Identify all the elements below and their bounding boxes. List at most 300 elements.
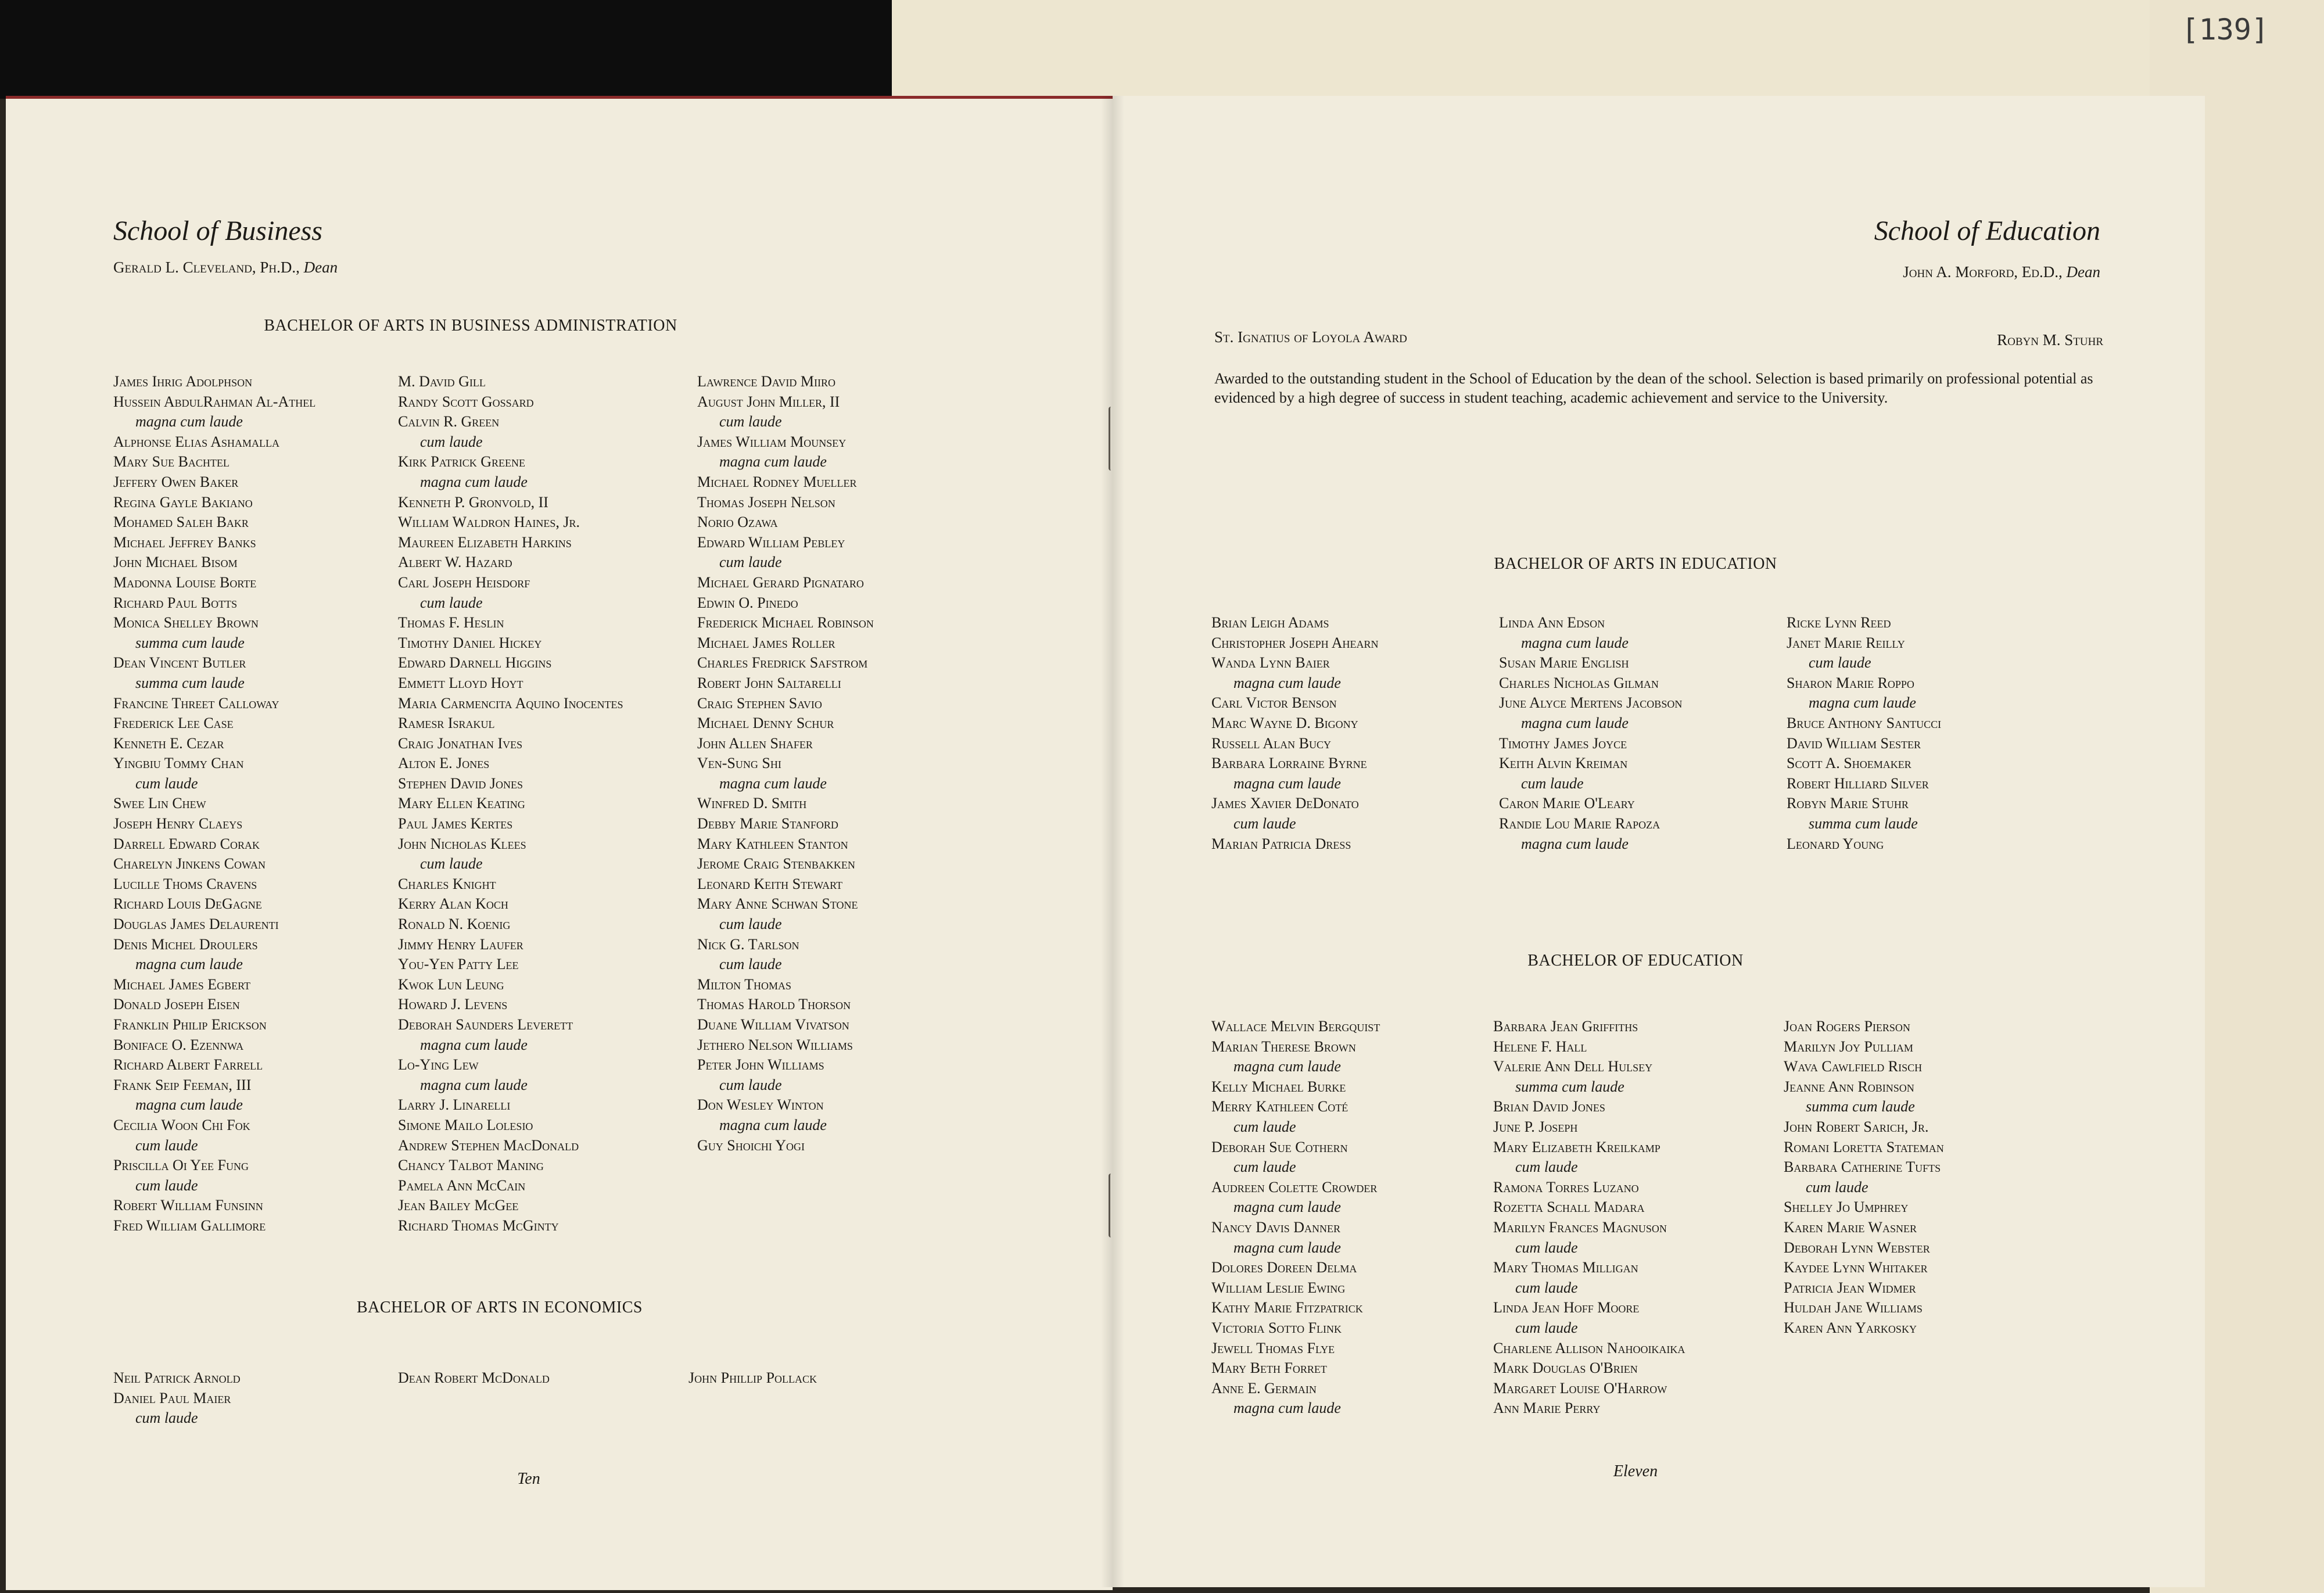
graduate-name: Mary Kathleen Stanton: [697, 835, 848, 852]
graduate-entry: [1784, 1138, 1944, 1158]
graduate-name: Edwin O. Pinedo: [697, 594, 798, 611]
graduate-entry: [398, 1156, 623, 1176]
graduate-name: Carl Joseph Heisdorf: [398, 573, 530, 591]
honor-label: summa cum laude: [1809, 815, 1918, 832]
page-number: Ten: [517, 1470, 540, 1488]
graduate-entry: [1784, 1238, 1944, 1258]
graduate-name: Bruce Anthony Santucci: [1787, 714, 1942, 731]
graduate-entry: [688, 1368, 817, 1389]
award-winner: Robyn M. Stuhr: [1997, 331, 2103, 349]
graduate-entry: [1211, 1278, 1380, 1298]
graduate-name: David William Sester: [1787, 734, 1921, 752]
graduate-entry: [398, 573, 623, 613]
graduate-entry: [398, 694, 623, 714]
honor-label: magna cum laude: [1521, 714, 1629, 731]
graduate-name: Edward William Pebley: [697, 533, 845, 551]
graduate-name: Don Wesley Winton: [697, 1096, 824, 1114]
graduate-name: John Allen Shafer: [697, 734, 813, 752]
graduate-entry: [113, 713, 315, 734]
graduate-entry: [1499, 653, 1682, 673]
graduate-name: Donald Joseph Eisen: [113, 996, 240, 1013]
graduate-name: Mary Ellen Keating: [398, 795, 525, 812]
graduate-name: Dean Vincent Butler: [113, 654, 246, 672]
graduate-entry: [1499, 734, 1682, 754]
graduate-entry: [1493, 1138, 1685, 1178]
page-number: Eleven: [1613, 1462, 1658, 1480]
graduate-entry: [1787, 713, 1941, 734]
graduate-entry: [1211, 1097, 1380, 1137]
graduate-name: Priscilla Oi Yee Fung: [113, 1157, 249, 1174]
graduate-name: Ramesr Israkul: [398, 715, 495, 732]
graduate-entry: [697, 814, 874, 834]
graduate-name: Boniface O. Ezennwa: [113, 1036, 244, 1053]
name-column: [1211, 613, 1379, 854]
honor-label: cum laude: [1233, 1118, 1296, 1135]
graduate-name: Karen Marie Wasner: [1784, 1218, 1917, 1236]
graduate-name: Thomas Harold Thorson: [697, 996, 851, 1013]
graduate-entry: [398, 935, 623, 955]
graduate-name: Christopher Joseph Ahearn: [1211, 634, 1379, 651]
graduate-name: Caron Marie O'Leary: [1499, 795, 1635, 812]
graduate-entry: [398, 1368, 550, 1389]
graduate-name: Neil Patrick Arnold: [113, 1369, 241, 1386]
graduate-name: Kirk Patrick Greene: [398, 453, 526, 471]
graduate-name: Regina Gayle Bakiano: [113, 493, 253, 511]
graduate-entry: [1784, 1057, 1944, 1077]
graduate-entry: [1493, 1037, 1685, 1057]
graduate-entry: [1493, 1017, 1685, 1037]
graduate-name: Marilyn Joy Pulliam: [1784, 1038, 1913, 1055]
graduate-name: Dolores Doreen Delma: [1211, 1259, 1357, 1276]
graduate-entry: [398, 653, 623, 673]
graduate-name: Barbara Catherine Tufts: [1784, 1158, 1941, 1176]
graduate-name: Duane William Vivatson: [697, 1016, 849, 1033]
graduate-name: Ricke Lynn Reed: [1787, 614, 1891, 631]
graduate-entry: [1787, 794, 1941, 834]
graduate-name: Leonard Young: [1787, 835, 1884, 852]
graduate-entry: [113, 432, 315, 453]
school-title: School of Business: [113, 216, 322, 246]
name-column: [398, 1368, 550, 1389]
graduate-entry: [1211, 1017, 1380, 1037]
graduate-entry: [697, 854, 874, 874]
graduate-entry: [398, 493, 623, 513]
graduate-name: Robyn Marie Stuhr: [1787, 795, 1909, 812]
honor-label: cum laude: [1515, 1279, 1578, 1296]
graduate-entry: [398, 713, 623, 734]
graduate-name: Michael Rodney Mueller: [697, 473, 857, 490]
graduate-entry: [1784, 1077, 1944, 1117]
graduate-name: Swee Lin Chew: [113, 795, 206, 812]
graduate-entry: [1493, 1097, 1685, 1117]
graduate-entry: [398, 673, 623, 694]
graduate-entry: [113, 512, 315, 533]
graduate-entry: [113, 493, 315, 513]
graduate-name: Kenneth P. Gronvold, II: [398, 493, 548, 511]
honor-label: cum laude: [719, 956, 782, 973]
graduate-entry: [1493, 1258, 1685, 1298]
graduate-name: James Ihrig Adolphson: [113, 373, 253, 390]
graduate-name: Wava Cawlfield Risch: [1784, 1058, 1923, 1075]
graduate-entry: [1784, 1258, 1944, 1278]
graduate-entry: [113, 573, 315, 593]
graduate-name: Debby Marie Stanford: [697, 815, 838, 833]
graduate-entry: [398, 512, 623, 533]
honor-label: magna cum laude: [1521, 835, 1629, 852]
graduate-name: Ann Marie Perry: [1493, 1400, 1601, 1417]
graduate-name: Jeanne Ann Robinson: [1784, 1078, 1914, 1095]
graduate-entry: [1493, 1358, 1685, 1379]
graduate-name: Nick G. Tarlson: [697, 935, 799, 953]
honor-label: magna cum laude: [719, 453, 827, 471]
graduate-name: Deborah Lynn Webster: [1784, 1239, 1930, 1256]
honor-label: summa cum laude: [1515, 1078, 1624, 1095]
graduate-entry: [398, 1095, 623, 1115]
name-column: [113, 372, 315, 1236]
graduate-name: Robert Hilliard Silver: [1787, 774, 1929, 792]
graduate-entry: [1493, 1117, 1685, 1138]
graduate-entry: [697, 794, 874, 814]
graduate-name: Jean Bailey McGee: [398, 1197, 519, 1214]
graduate-name: John Phillip Pollack: [688, 1369, 817, 1386]
honor-label: magna cum laude: [420, 1076, 528, 1093]
name-column: [1211, 1017, 1380, 1419]
name-column: [1784, 1017, 1944, 1339]
graduate-entry: [697, 874, 874, 895]
graduate-name: August John Miller, II: [697, 393, 840, 410]
graduate-name: Kelly Michael Burke: [1211, 1078, 1346, 1095]
dean-role: Dean: [2066, 263, 2100, 281]
graduate-name: Charelyn Jinkens Cowan: [113, 855, 266, 873]
graduate-entry: [1493, 1339, 1685, 1359]
graduate-entry: [398, 1136, 623, 1156]
graduate-name: Michael Gerard Pignataro: [697, 573, 864, 591]
graduate-entry: [398, 1216, 623, 1236]
graduate-name: Leonard Keith Stewart: [697, 875, 843, 892]
graduate-name: Charles Knight: [398, 875, 496, 892]
graduate-entry: [697, 573, 874, 593]
graduate-entry: [1493, 1057, 1685, 1097]
graduate-name: Brian Leigh Adams: [1211, 614, 1329, 631]
graduate-entry: [113, 1015, 315, 1035]
graduate-entry: [398, 834, 623, 874]
graduate-entry: [697, 653, 874, 673]
graduate-entry: [398, 734, 623, 754]
graduate-entry: [1493, 1197, 1685, 1218]
graduate-name: Mary Beth Forret: [1211, 1359, 1327, 1377]
graduate-name: Craig Jonathan Ives: [398, 734, 523, 752]
honor-label: cum laude: [135, 1176, 198, 1194]
graduate-entry: [398, 794, 623, 814]
name-column: [113, 1368, 241, 1429]
graduate-entry: [1211, 794, 1379, 834]
graduate-entry: [1787, 673, 1941, 713]
honor-label: cum laude: [719, 413, 782, 430]
honor-label: magna cum laude: [135, 413, 243, 430]
honor-label: cum laude: [1515, 1319, 1578, 1336]
scan-background-dark: [0, 0, 892, 99]
graduate-entry: [697, 593, 874, 613]
graduate-name: Emmett Lloyd Hoyt: [398, 674, 523, 691]
honor-label: cum laude: [719, 1076, 782, 1093]
graduate-name: Yingbiu Tommy Chan: [113, 755, 244, 772]
graduate-name: Pamela Ann McCain: [398, 1176, 526, 1194]
graduate-entry: [398, 372, 623, 392]
graduate-entry: [113, 372, 315, 392]
graduate-entry: [398, 774, 623, 794]
graduate-name: Daniel Paul Maier: [113, 1389, 231, 1407]
graduate-name: Susan Marie English: [1499, 654, 1629, 672]
honor-label: magna cum laude: [420, 1036, 528, 1053]
graduate-entry: [1787, 613, 1941, 633]
graduate-name: Jeffery Owen Baker: [113, 473, 239, 490]
honor-label: magna cum laude: [719, 774, 827, 792]
graduate-entry: [697, 673, 874, 694]
graduate-name: Linda Ann Edson: [1499, 614, 1605, 631]
left-page: [6, 96, 1113, 1590]
graduate-entry: [697, 834, 874, 855]
name-column: [1499, 613, 1682, 854]
graduate-entry: [113, 975, 315, 995]
graduate-entry: [1211, 834, 1379, 855]
graduate-entry: [1787, 774, 1941, 794]
graduate-entry: [1211, 693, 1379, 713]
graduate-entry: [697, 935, 874, 975]
graduate-name: Larry J. Linarelli: [398, 1096, 511, 1114]
honor-label: cum laude: [1233, 815, 1296, 832]
graduate-name: Kerry Alan Koch: [398, 895, 508, 913]
graduate-name: Guy Shoichi Yogi: [697, 1136, 805, 1154]
honor-label: cum laude: [1806, 1178, 1868, 1196]
graduate-name: Thomas F. Heslin: [398, 614, 504, 632]
name-column: [688, 1368, 817, 1389]
graduate-entry: [1499, 814, 1682, 854]
staple: [1109, 407, 1115, 471]
graduate-entry: [1211, 754, 1379, 794]
graduate-entry: [697, 613, 874, 633]
honor-label: magna cum laude: [1233, 1400, 1341, 1417]
graduate-entry: [697, 512, 874, 533]
graduate-name: Kenneth E. Cezar: [113, 734, 224, 752]
graduate-entry: [1211, 633, 1379, 654]
right-page: [1113, 96, 2205, 1587]
graduate-name: Joseph Henry Claeys: [113, 815, 243, 833]
graduate-entry: [113, 834, 315, 855]
honor-label: magna cum laude: [1521, 634, 1629, 651]
graduate-entry: [398, 1015, 623, 1055]
graduate-name: Chancy Talbot Maning: [398, 1157, 544, 1174]
graduate-name: Deborah Saunders Leverett: [398, 1016, 573, 1033]
graduate-name: Richard Albert Farrell: [113, 1056, 263, 1074]
graduate-name: Norio Ozawa: [697, 514, 778, 531]
honor-label: summa cum laude: [135, 674, 245, 691]
graduate-entry: [697, 372, 874, 392]
graduate-name: Audreen Colette Crowder: [1211, 1178, 1378, 1196]
graduate-name: Randy Scott Gossard: [398, 393, 534, 410]
graduate-entry: [1211, 1218, 1380, 1258]
graduate-name: Kaydee Lynn Whitaker: [1784, 1259, 1928, 1276]
graduate-entry: [1784, 1318, 1944, 1339]
graduate-name: Valerie Ann Dell Hulsey: [1493, 1058, 1653, 1075]
page-gutter: [1101, 96, 1124, 1587]
award-title: St. Ignatius of Loyola Award: [1214, 328, 1407, 346]
graduate-name: Charlene Allison Nahooikaika: [1493, 1339, 1685, 1357]
graduate-name: Charles Nicholas Gilman: [1499, 674, 1659, 691]
section-heading: BACHELOR OF ARTS IN ECONOMICS: [357, 1298, 643, 1316]
graduate-entry: [1499, 673, 1682, 694]
graduate-name: Scott A. Shoemaker: [1787, 755, 1911, 772]
graduate-name: Frank Seip Feeman, III: [113, 1076, 252, 1093]
graduate-entry: [398, 452, 623, 492]
graduate-entry: [1493, 1178, 1685, 1198]
graduate-name: Michael Denny Schur: [697, 715, 834, 732]
graduate-entry: [697, 975, 874, 995]
graduate-name: Wanda Lynn Baier: [1211, 654, 1330, 672]
graduate-entry: [113, 1216, 315, 1236]
graduate-name: Ronald N. Koenig: [398, 916, 511, 933]
graduate-name: Barbara Lorraine Byrne: [1211, 755, 1367, 772]
graduate-name: Howard J. Levens: [398, 996, 508, 1013]
graduate-name: Jethero Nelson Williams: [697, 1036, 853, 1053]
name-column: [697, 372, 874, 1156]
graduate-entry: [1211, 1318, 1380, 1339]
graduate-name: Maria Carmencita Aquino Inocentes: [398, 694, 623, 712]
graduate-name: Cecilia Woon Chi Fok: [113, 1116, 250, 1133]
graduate-entry: [113, 392, 315, 432]
graduate-name: Anne E. Germain: [1211, 1379, 1317, 1397]
graduate-name: Richard Paul Botts: [113, 594, 238, 611]
graduate-entry: [697, 894, 874, 934]
graduate-entry: [1784, 1157, 1944, 1197]
graduate-name: Jewell Thomas Flye: [1211, 1339, 1335, 1357]
graduate-name: Karen Ann Yarkosky: [1784, 1319, 1917, 1336]
graduate-name: Lawrence David Miiro: [697, 373, 835, 390]
graduate-name: Margaret Louise O'Harrow: [1493, 1379, 1667, 1397]
graduate-name: Deborah Sue Cothern: [1211, 1138, 1348, 1156]
graduate-entry: [113, 814, 315, 834]
graduate-entry: [398, 894, 623, 914]
graduate-name: Victoria Sotto Flink: [1211, 1319, 1342, 1336]
graduate-entry: [113, 1075, 315, 1115]
name-column: [398, 372, 623, 1236]
honor-label: cum laude: [1809, 654, 1871, 672]
graduate-name: Barbara Jean Griffiths: [1493, 1018, 1638, 1035]
graduate-entry: [398, 1055, 623, 1095]
section-heading: BACHELOR OF ARTS IN BUSINESS ADMINISTRATION: [264, 317, 677, 335]
graduate-name: Lucille Thoms Cravens: [113, 875, 257, 892]
honor-label: magna cum laude: [1809, 694, 1916, 712]
graduate-entry: [113, 995, 315, 1015]
graduate-entry: [113, 894, 315, 914]
graduate-entry: [1784, 1197, 1944, 1218]
honor-label: magna cum laude: [719, 1116, 827, 1133]
graduate-entry: [398, 874, 623, 895]
graduate-name: Ven-Sung Shi: [697, 755, 781, 772]
graduate-entry: [1211, 713, 1379, 734]
graduate-name: Rozetta Schall Madara: [1493, 1199, 1645, 1216]
graduate-entry: [697, 754, 874, 794]
honor-label: cum laude: [1233, 1158, 1296, 1176]
graduate-entry: [697, 1136, 874, 1156]
honor-label: cum laude: [135, 1409, 198, 1427]
graduate-entry: [113, 694, 315, 714]
name-column: [1787, 613, 1941, 854]
graduate-name: Kwok Lun Leung: [398, 975, 504, 993]
graduate-entry: [113, 1055, 315, 1075]
graduate-name: Michael James Egbert: [113, 975, 251, 993]
graduate-entry: [1499, 613, 1682, 653]
graduate-entry: [398, 552, 623, 573]
dean-line: [1903, 263, 2100, 281]
graduate-name: Franklin Philip Erickson: [113, 1016, 267, 1033]
graduate-name: Russell Alan Bucy: [1211, 734, 1332, 752]
graduate-entry: [113, 935, 315, 975]
graduate-name: Michael Jeffrey Banks: [113, 533, 256, 551]
graduate-entry: [697, 432, 874, 472]
graduate-entry: [398, 1115, 623, 1136]
honor-label: cum laude: [135, 1136, 198, 1154]
graduate-entry: [1211, 653, 1379, 693]
graduate-name: Peter John Williams: [697, 1056, 824, 1074]
graduate-entry: [1784, 1017, 1944, 1037]
graduate-name: Sharon Marie Roppo: [1787, 674, 1914, 691]
graduate-name: Simone Mailo Lolesio: [398, 1116, 533, 1133]
graduate-name: Patricia Jean Widmer: [1784, 1279, 1916, 1296]
graduate-name: Carl Victor Benson: [1211, 694, 1337, 712]
graduate-entry: [1493, 1298, 1685, 1338]
graduate-name: Keith Alvin Kreiman: [1499, 755, 1628, 772]
graduate-name: Nancy Davis Danner: [1211, 1218, 1341, 1236]
graduate-name: Francine Threet Calloway: [113, 694, 279, 712]
graduate-name: Robert William Funsinn: [113, 1197, 263, 1214]
graduate-name: Andrew Stephen MacDonald: [398, 1136, 579, 1154]
graduate-name: Lo-Ying Lew: [398, 1056, 479, 1074]
graduate-name: Wallace Melvin Bergquist: [1211, 1018, 1380, 1035]
graduate-entry: [697, 1055, 874, 1095]
graduate-entry: [697, 472, 874, 493]
graduate-name: Monica Shelley Brown: [113, 614, 259, 632]
school-title: School of Education: [1874, 216, 2100, 246]
honor-label: magna cum laude: [1233, 1058, 1341, 1075]
graduate-name: Hussein AbdulRahman Al-Athel: [113, 393, 316, 410]
graduate-entry: [1784, 1298, 1944, 1318]
graduate-name: John Robert Sarich, Jr.: [1784, 1118, 1929, 1135]
graduate-entry: [398, 412, 623, 452]
graduate-name: Maureen Elizabeth Harkins: [398, 533, 572, 551]
graduate-entry: [398, 1176, 623, 1196]
graduate-name: Marian Therese Brown: [1211, 1038, 1356, 1055]
graduate-name: Marian Patricia Dress: [1211, 835, 1351, 852]
graduate-name: Helene F. Hall: [1493, 1038, 1587, 1055]
graduate-name: Madonna Louise Borte: [113, 573, 257, 591]
graduate-name: Stephen David Jones: [398, 774, 523, 792]
honor-label: magna cum laude: [1233, 774, 1341, 792]
staple: [1109, 1174, 1115, 1237]
graduate-name: Huldah Jane Williams: [1784, 1299, 1923, 1316]
graduate-name: Paul James Kertes: [398, 815, 513, 833]
graduate-name: Mary Thomas Milligan: [1493, 1259, 1638, 1276]
graduate-entry: [398, 955, 623, 975]
graduate-name: M. David Gill: [398, 373, 486, 390]
graduate-name: Marc Wayne D. Bigony: [1211, 714, 1358, 731]
honor-label: cum laude: [1521, 774, 1584, 792]
graduate-name: James Xavier DeDonato: [1211, 795, 1359, 812]
graduate-entry: [113, 452, 315, 472]
graduate-entry: [113, 874, 315, 895]
graduate-entry: [113, 593, 315, 613]
archive-page-number: [139]: [2181, 13, 2269, 46]
graduate-entry: [113, 914, 315, 935]
